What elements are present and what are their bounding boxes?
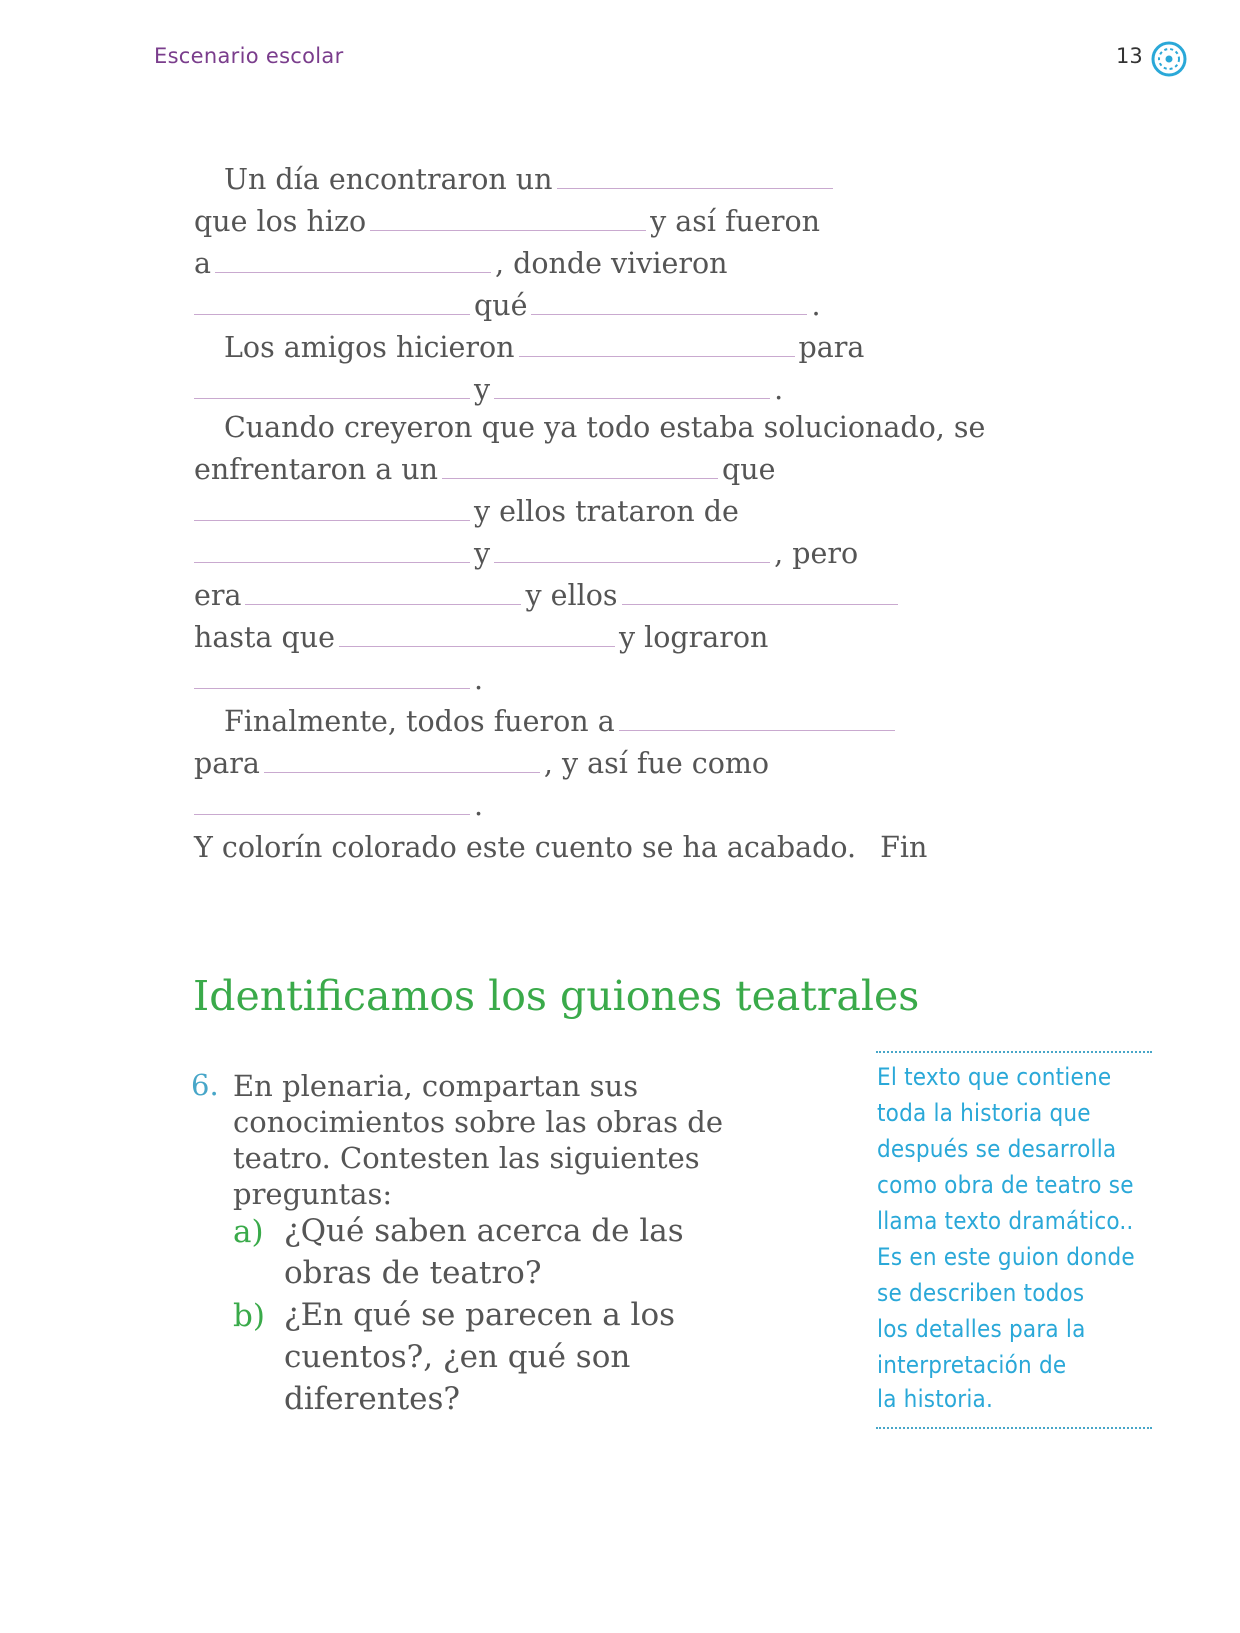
story-line-13: .	[194, 660, 483, 700]
side-note-line: como obra de teatro se	[877, 1171, 1134, 1199]
side-note-line: Es en este guion donde	[877, 1243, 1135, 1271]
blank-field[interactable]	[194, 813, 470, 815]
blank-field[interactable]	[194, 561, 470, 563]
story-line-10: y , pero	[194, 534, 858, 574]
side-note-line: interpretación de	[877, 1351, 1067, 1379]
section-title: Identificamos los guiones teatrales	[193, 972, 920, 1020]
side-note-line: la historia.	[877, 1385, 994, 1413]
story-line-4: qué .	[194, 286, 821, 326]
story-line-11: era y ellos	[194, 576, 902, 616]
story-line-15: para , y así fue como	[194, 747, 770, 780]
side-note-line: los detalles para la	[877, 1315, 1086, 1343]
blank-field[interactable]	[531, 313, 807, 315]
blank-field[interactable]	[442, 477, 718, 479]
question-a-text: ¿Qué saben acerca de las obras de teatro?	[284, 1213, 684, 1291]
blank-field[interactable]	[519, 355, 795, 357]
blank-field[interactable]	[215, 271, 491, 273]
blank-field[interactable]	[619, 729, 895, 731]
question-b-letter: b)	[233, 1298, 265, 1334]
blank-field[interactable]	[245, 603, 521, 605]
question-b-text: ¿En qué se parecen a los cuentos?, ¿en qué son diferentes?	[284, 1297, 676, 1417]
blank-field[interactable]	[194, 687, 470, 689]
story-line-17: Y colorín colorado este cuento se ha acabado. Fin	[194, 831, 928, 864]
blank-field[interactable]	[194, 313, 470, 315]
story-line-3: a , donde vivieron	[194, 247, 728, 280]
blank-field[interactable]	[622, 603, 898, 605]
activity-number: 6.	[191, 1068, 219, 1102]
side-note-line: El texto que contiene	[877, 1063, 1112, 1091]
side-note-line: toda la historia que	[877, 1099, 1091, 1127]
blank-field[interactable]	[370, 229, 646, 231]
story-line-12: hasta que y lograron	[194, 621, 769, 654]
story-line-1: Un día encontraron un	[224, 160, 837, 200]
story-line-2: que los hizo y así fueron	[194, 205, 820, 238]
blank-field[interactable]	[194, 397, 470, 399]
blank-field[interactable]	[339, 645, 615, 647]
side-note-line: después se desarrolla	[877, 1135, 1117, 1163]
flower-badge-icon	[1150, 40, 1188, 78]
blank-field[interactable]	[264, 771, 540, 773]
page-number: 13	[1116, 44, 1143, 68]
question-a-letter: a)	[233, 1214, 264, 1250]
section-header: Escenario escolar	[154, 44, 344, 68]
story-line-14: Finalmente, todos fueron a	[224, 702, 899, 742]
side-note-line: llama texto dramático..	[877, 1207, 1134, 1235]
story-line-16: .	[194, 786, 483, 826]
activity-instructions: En plenaria, compartan sus conocimientos sobre las obras de teatro. Contesten las siguientes preguntas:	[233, 1069, 723, 1211]
story-line-8: enfrentaron a un que	[194, 453, 776, 486]
story-line-6: y .	[194, 370, 783, 410]
blank-field[interactable]	[494, 397, 770, 399]
blank-field[interactable]	[557, 187, 833, 189]
story-line-7: Cuando creyeron que ya todo estaba solucionado, se	[224, 411, 986, 444]
story-line-5: Los amigos hicieron para	[224, 331, 865, 364]
blank-field[interactable]	[494, 561, 770, 563]
story-line-9: y ellos trataron de	[194, 492, 739, 532]
side-note-line: se describen todos	[877, 1279, 1085, 1307]
blank-field[interactable]	[194, 519, 470, 521]
